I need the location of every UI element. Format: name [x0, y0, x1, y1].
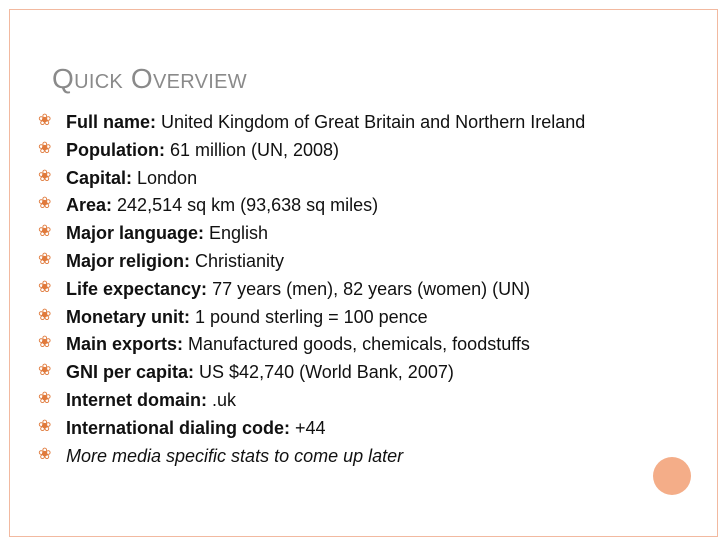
- bullet-item: [34, 168, 614, 188]
- bullet-item: [34, 140, 614, 160]
- bullet-marker-icon: ❀: [38, 389, 52, 407]
- bullet-value: Christianity: [190, 250, 285, 271]
- bullet-marker-icon: ❀: [38, 362, 52, 380]
- bullet-label: GNI per capita:: [66, 362, 195, 383]
- bullet-value: Manufactured goods, chemicals, foodstuffs: [183, 334, 530, 355]
- bullet-label: Monetary unit:: [66, 306, 190, 327]
- bullet-item: [34, 362, 614, 382]
- bullet-value: 242,514 sq km (93,638 sq miles): [112, 195, 379, 216]
- bullet-item: [34, 112, 614, 132]
- bullet-marker-icon: ❀: [38, 139, 52, 157]
- bullet-item: [34, 251, 614, 271]
- bullet-label: International dialing code:: [66, 417, 291, 438]
- bullet-value: English: [204, 223, 269, 244]
- decorative-circle: [653, 457, 691, 495]
- bullet-marker-icon: ❀: [38, 112, 52, 129]
- bullet-value: .uk: [207, 389, 237, 410]
- bullet-value: 61 million (UN, 2008): [164, 139, 340, 160]
- bullet-label: Area:: [66, 195, 113, 216]
- bullet-marker-icon: ❀: [38, 306, 52, 324]
- bullet-item: [34, 195, 614, 215]
- title-word-1-rest: UICK: [74, 71, 124, 93]
- bullet-label: Capital:: [66, 167, 133, 188]
- bullet-marker-icon: ❀: [38, 167, 52, 185]
- title-word-2-rest: VERVIEW: [152, 71, 247, 93]
- bullet-item: [34, 307, 614, 327]
- slide-title: [52, 63, 247, 95]
- bullet-label: Major religion:: [66, 250, 191, 271]
- bullet-marker-icon: ❀: [38, 278, 52, 296]
- bullet-item: [34, 334, 614, 354]
- bullet-value: London: [132, 167, 198, 188]
- bullet-label: Life expectancy:: [66, 278, 208, 299]
- bullet-item: [34, 223, 614, 243]
- bullet-value: More media specific stats to come up later: [66, 445, 404, 466]
- title-word-1-initial: Q: [52, 63, 75, 94]
- bullet-marker-icon: ❀: [38, 195, 52, 213]
- bullet-item: [34, 418, 614, 438]
- bullet-item: [34, 279, 614, 299]
- bullet-marker-icon: ❀: [38, 250, 52, 268]
- bullet-marker-icon: ❀: [38, 417, 52, 435]
- bullet-marker-icon: ❀: [38, 334, 52, 352]
- bullet-value: 77 years (men), 82 years (women) (UN): [207, 278, 531, 299]
- bullet-label: Major language:: [66, 223, 205, 244]
- bullet-marker-icon: ❀: [38, 223, 52, 241]
- bullet-label: Population:: [66, 139, 165, 160]
- bullet-list: [34, 112, 614, 473]
- bullet-label: Main exports:: [66, 334, 184, 355]
- title-word-2-initial: O: [130, 63, 153, 94]
- bullet-item: [34, 390, 614, 410]
- bullet-label: Internet domain:: [66, 389, 208, 410]
- bullet-label: Full name:: [66, 112, 157, 132]
- bullet-value: +44: [290, 417, 326, 438]
- bullet-value: US $42,740 (World Bank, 2007): [194, 362, 454, 383]
- bullet-value: 1 pound sterling = 100 pence: [190, 306, 428, 327]
- bullet-marker-icon: ❀: [38, 445, 52, 463]
- bullet-value: United Kingdom of Great Britain and Northern Ireland: [156, 112, 586, 132]
- bullet-item: [34, 446, 614, 466]
